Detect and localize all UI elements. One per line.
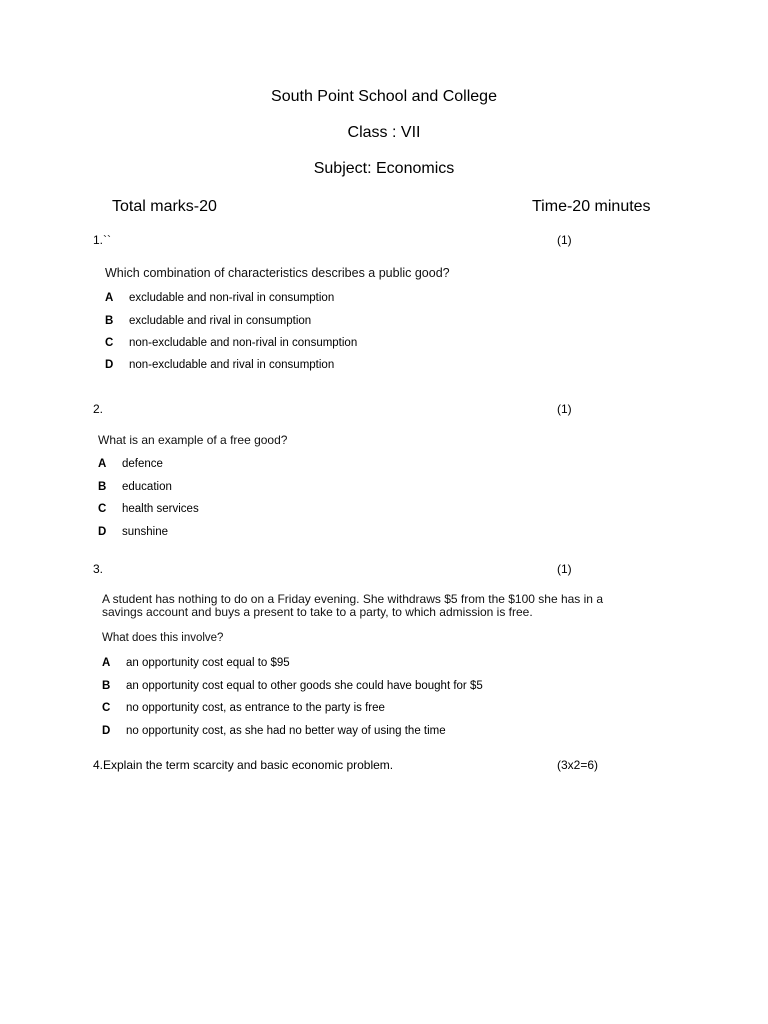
option-c <box>98 503 199 515</box>
question-number: 2. <box>93 402 104 416</box>
option-letter: C <box>98 503 107 515</box>
option-letter: A <box>98 458 107 470</box>
option-d <box>102 725 446 737</box>
option-text: health services <box>122 503 199 515</box>
option-a <box>102 657 290 669</box>
option-letter: D <box>98 526 107 538</box>
option-text: an opportunity cost equal to other goods she could have bought for $5 <box>126 680 483 692</box>
question-marks: (3x2=6) <box>557 758 599 772</box>
question-number: 3. <box>93 562 104 576</box>
option-c <box>105 337 357 349</box>
option-text: no opportunity cost, as entrance to the party is free <box>126 702 385 714</box>
sub-question: What does this involve? <box>102 632 224 644</box>
option-letter: A <box>105 292 114 304</box>
question-stem: Which combination of characteristics describes a public good? <box>105 266 450 280</box>
option-b <box>102 680 483 692</box>
option-letter: A <box>102 657 111 669</box>
option-b <box>105 315 311 327</box>
option-letter: D <box>105 359 114 371</box>
option-text: an opportunity cost equal to $95 <box>126 657 290 669</box>
option-text: no opportunity cost, as she had no better way of using the time <box>126 725 446 737</box>
question-stem: What is an example of a free good? <box>98 433 288 447</box>
question-number: 1.`` <box>93 233 111 247</box>
option-text: sunshine <box>122 526 169 538</box>
option-a <box>98 458 163 470</box>
option-text: defence <box>122 458 163 470</box>
question-marks: (1) <box>557 402 572 416</box>
option-b <box>98 481 172 493</box>
time-limit: Time-20 minutes <box>532 198 651 215</box>
question-stem-line-2: savings account and buys a present to take to a party, to which admission is free. <box>102 605 533 619</box>
total-marks: Total marks-20 <box>112 198 217 215</box>
option-c <box>102 702 385 714</box>
option-letter: C <box>102 702 111 714</box>
school-name: South Point School and College <box>271 88 497 105</box>
question-marks: (1) <box>557 233 572 247</box>
option-text: non-excludable and rival in consumption <box>129 359 335 371</box>
option-d <box>105 359 334 371</box>
option-text: excludable and rival in consumption <box>129 315 312 327</box>
option-text: education <box>122 481 172 493</box>
question-stem-line-1: A student has nothing to do on a Friday evening. She withdraws $5 from the $100 she has in a <box>102 592 603 606</box>
class-label: Class : VII <box>347 124 421 141</box>
option-d <box>98 526 168 538</box>
option-text: excludable and non-rival in consumption <box>129 292 335 304</box>
subject-label: Subject: Economics <box>313 160 455 177</box>
option-letter: B <box>105 315 114 327</box>
option-letter: B <box>98 481 107 493</box>
option-text: non-excludable and non-rival in consumption <box>129 337 358 349</box>
option-letter: D <box>102 725 111 737</box>
option-a <box>105 292 334 304</box>
question-text: 4.Explain the term scarcity and basic economic problem. <box>93 758 394 772</box>
option-letter: C <box>105 337 114 349</box>
option-letter: B <box>102 680 111 692</box>
question-marks: (1) <box>557 562 572 576</box>
